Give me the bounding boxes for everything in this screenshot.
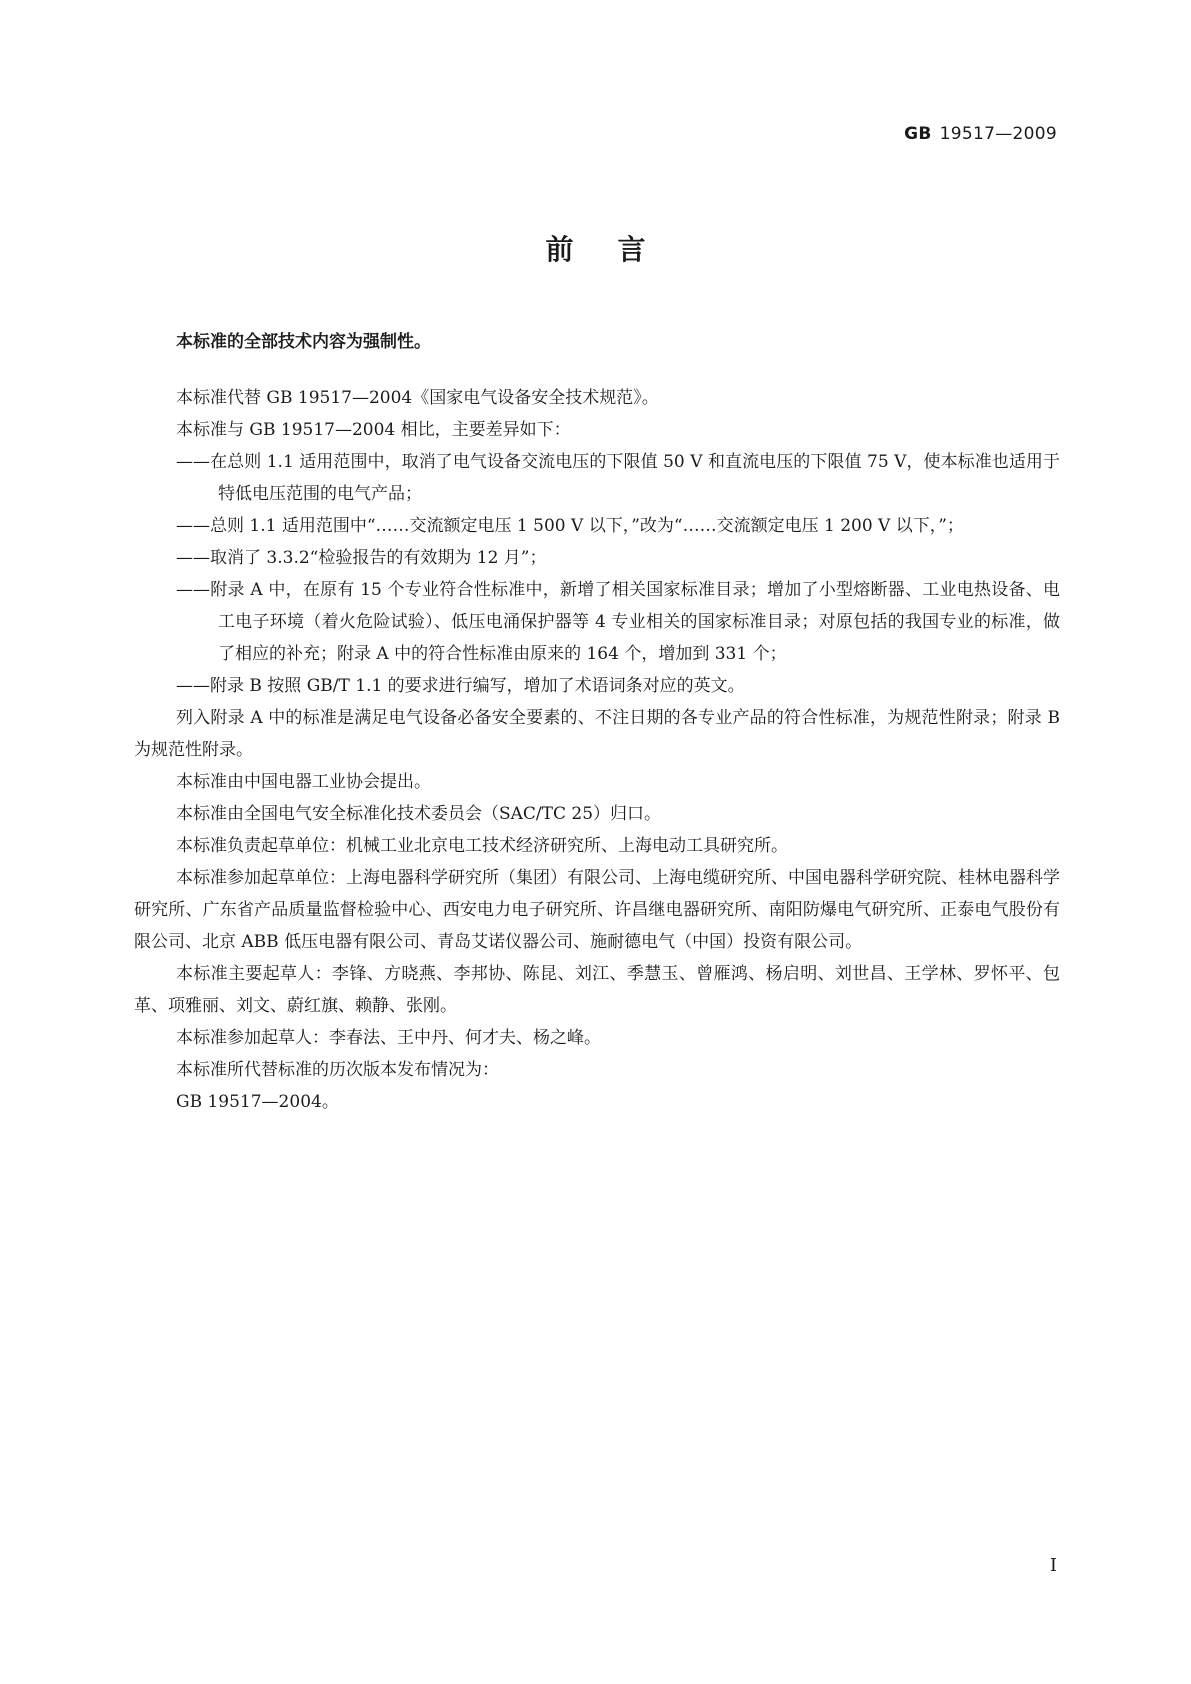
paragraph-participating-drafters: 本标准参加起草人：李春法、王中丹、何才夫、杨之峰。 [176, 1028, 601, 1048]
paragraph-appendix: 列入附录 A 中的标准是满足电气设备必备安全要素的、不注日期的各专业产品的符合性标准，为规范性附录；附录 B 为规范性附录。 [134, 708, 1060, 760]
paragraph-responsible: 本标准负责起草单位：机械工业北京电工技术经济研究所、上海电动工具研究所。 [176, 836, 788, 856]
diff-item: ——总则 1.1 适用范围中“……交流额定电压 1 500 V 以下，”改为“……交流额定电压 1 200 V 以下，”； [176, 516, 964, 536]
diff-item: ——取消了 3.3.2“检验报告的有效期为 12 月”； [176, 548, 547, 568]
paragraph-managed: 本标准由全国电气安全标准化技术委员会（SAC/TC 25）归口。 [176, 804, 662, 824]
paragraph-proposed: 本标准由中国电器工业协会提出。 [176, 772, 431, 792]
document-code [904, 124, 1057, 144]
mandatory-note: 本标准的全部技术内容为强制性。 [176, 332, 431, 352]
paragraph-history-item: GB 19517—2004。 [176, 1092, 339, 1112]
diff-item: ——附录 B 按照 GB/T 1.1 的要求进行编写，增加了术语词条对应的英文。 [176, 676, 745, 696]
document-code-number: 19517—2009 [939, 124, 1057, 144]
document-code-prefix: GB [904, 124, 932, 144]
diff-item: ——附录 A 中，在原有 15 个专业符合性标准中，新增了相关国家标准目录；增加了小型熔断器、工业电热设备、电工电子环境（着火危险试验）、低压电涌保护器等 4 专业相关的国家标准目录；对原包括的我国专业的标准，做了相应的补充；附录 A 中的符合性标准由原来的 164 个，增加到 331 个； [176, 580, 1060, 664]
paragraph-main-drafters: 本标准主要起草人：李锋、方晓燕、李邦协、陈昆、刘江、季慧玉、曾雁鸿、杨启明、刘世昌、王学林、罗怀平、包革、项雅丽、刘文、蔚红旗、赖静、张刚。 [134, 964, 1060, 1016]
paragraph-replaces: 本标准代替 GB 19517—2004《国家电气设备安全技术规范》。 [176, 388, 659, 408]
diff-item: ——在总则 1.1 适用范围中，取消了电气设备交流电压的下限值 50 V 和直流电压的下限值 75 V，使本标准也适用于特低电压范围的电气产品； [176, 452, 1060, 504]
paragraph-participating-units: 本标准参加起草单位：上海电器科学研究所（集团）有限公司、上海电缆研究所、中国电器科学研究院、桂林电器科学研究所、广东省产品质量监督检验中心、西安电力电子研究所、许昌继电器研究所、南阳防爆电气研究所、正泰电气股份有限公司、北京 ABB 低压电器有限公司、青岛艾诺仪器公司、施耐德电气（中国）投资有限公司。 [134, 868, 1060, 952]
page-title: 前言 [545, 233, 690, 266]
paragraph-compare-intro: 本标准与 GB 19517—2004 相比，主要差异如下： [176, 420, 571, 440]
foreword-body [134, 382, 1060, 1118]
paragraph-history-intro: 本标准所代替标准的历次版本发布情况为： [176, 1060, 499, 1080]
page-number: I [1049, 1555, 1057, 1576]
